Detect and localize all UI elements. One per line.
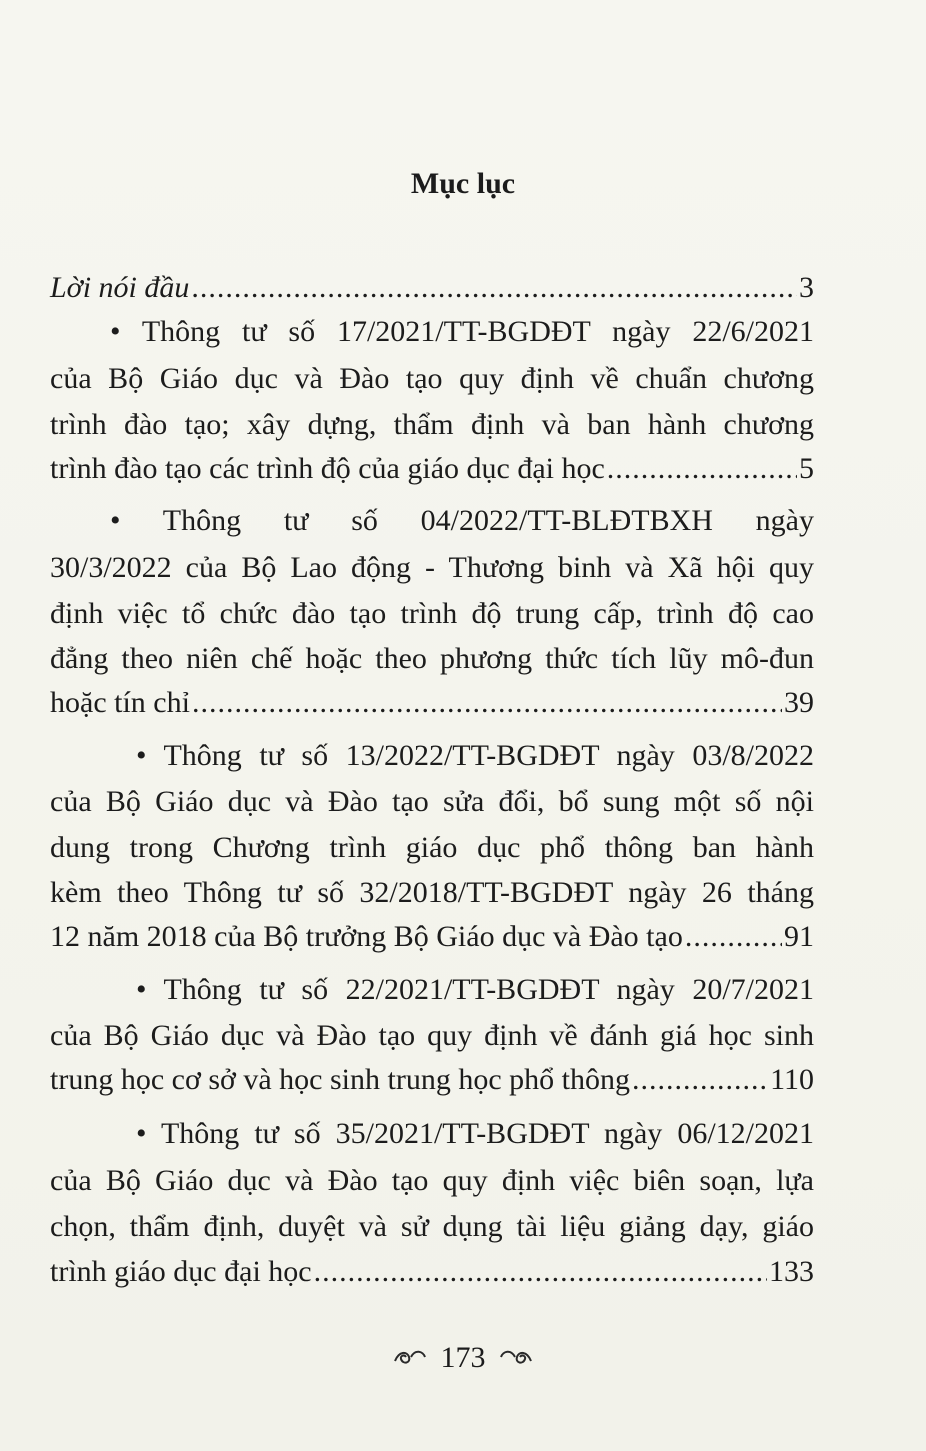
toc-entry-last-line[interactable] [50,1058,814,1102]
toc-entry-line: • Thông tư số 22/2021/TT-BGDĐT ngày 20/7/2021 [136,973,814,1006]
dot-leader [685,915,782,959]
toc-entry-line: • Thông tư số 04/2022/TT-BLĐTBXH ngày [110,504,814,537]
toc-entry-line: của Bộ Giáo dục và Đào tạo quy định về chuẩn chương [50,362,814,395]
toc-entry-line: dung trong Chương trình giáo dục phổ thông ban hành [50,831,814,864]
toc-entry-line: chọn, thẩm định, duyệt và sử dụng tài liệu giảng dạy, giáo [50,1210,814,1243]
toc-entry-text: Lời nói đầu [50,271,190,304]
toc-entry-last-line[interactable] [50,915,814,959]
toc-entry-last-line[interactable] [50,681,814,725]
toc-entry-last-line[interactable] [50,447,814,491]
toc-page-number: 91 [784,920,814,953]
toc-entry-line: trình đào tạo; xây dựng, thẩm định và ban hành chương [50,408,814,441]
toc-entry-text: 12 năm 2018 của Bộ trưởng Bộ Giáo dục và Đào tạo [50,920,683,953]
page-footer [0,1338,926,1380]
toc-entry-last-line[interactable] [50,1250,814,1294]
toc-entry-line: • Thông tư số 35/2021/TT-BGDĐT ngày 06/12/2021 [136,1117,814,1150]
toc-entry-line: kèm theo Thông tư số 32/2018/TT-BGDĐT ngày 26 tháng [50,876,814,909]
toc-page-number: 110 [770,1063,814,1096]
toc-page-number: 5 [799,452,814,485]
dot-leader [632,1058,768,1102]
toc-entry-preface[interactable] [50,266,814,310]
toc-entry-line: của Bộ Giáo dục và Đào tạo quy định việc biên soạn, lựa [50,1164,814,1197]
toc-entry-text: trung học cơ sở và học sinh trung học phổ thông [50,1063,630,1096]
toc-entry-line: định việc tổ chức đào tạo trình độ trung cấp, trình độ cao [50,597,814,630]
dot-leader [192,681,782,725]
page-number: 173 [440,1341,486,1374]
toc-entry-text: trình đào tạo các trình độ của giáo dục đại học [50,452,605,485]
toc-page-number: 3 [799,271,814,304]
toc-entry-line: của Bộ Giáo dục và Đào tạo quy định về đánh giá học sinh [50,1019,814,1052]
ornament-right-icon [499,1340,533,1380]
toc-page-number: 133 [769,1255,814,1288]
toc-entry-text: hoặc tín chỉ [50,686,190,719]
toc-page-number: 39 [784,686,814,719]
dot-leader [191,266,797,310]
toc-entry-line: của Bộ Giáo dục và Đào tạo sửa đổi, bổ sung một số nội [50,785,814,818]
ornament-left-icon [393,1340,427,1380]
toc-entry-line: • Thông tư số 17/2021/TT-BGDĐT ngày 22/6/2021 [110,315,814,348]
toc-entry-text: trình giáo dục đại học [50,1255,312,1288]
page-title: Mục lục [410,167,516,200]
toc-entry-line: • Thông tư số 13/2022/TT-BGDĐT ngày 03/8/2022 [136,739,814,772]
toc-entry-line: 30/3/2022 của Bộ Lao động - Thương binh và Xã hội quy [50,551,814,584]
dot-leader [607,447,797,491]
dot-leader [314,1250,767,1294]
toc-entry-line: đẳng theo niên chế hoặc theo phương thức tích lũy mô-đun [50,642,814,675]
